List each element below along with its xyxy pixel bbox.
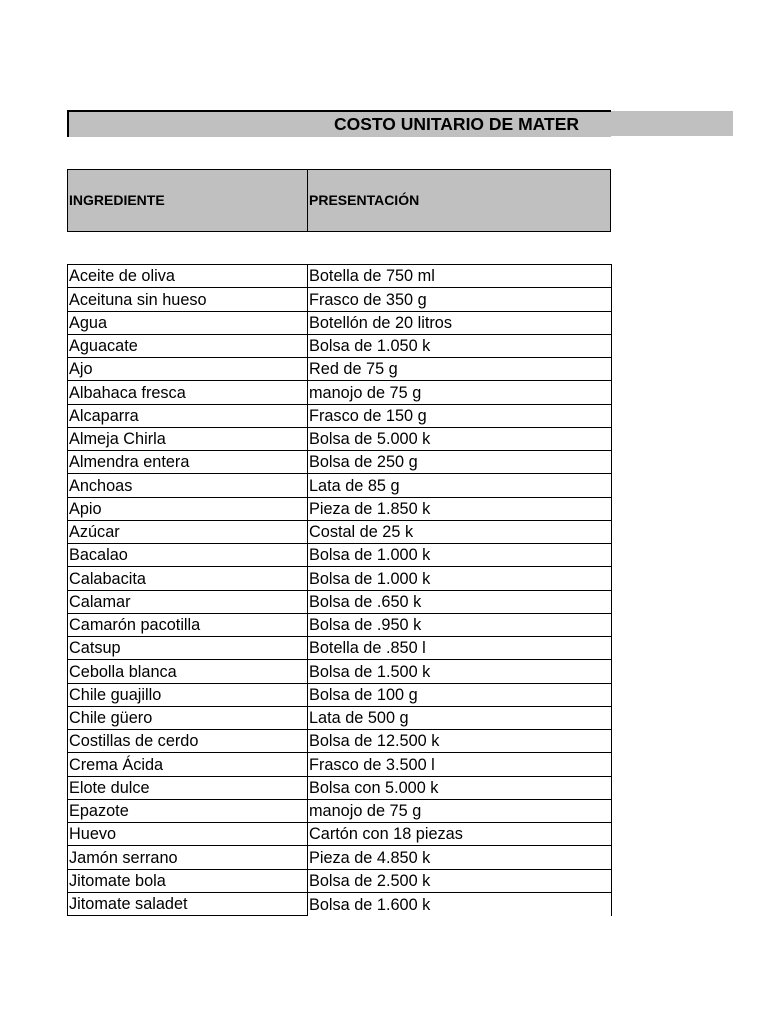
table-row (68, 497, 612, 520)
ingredient-cell: Catsup (68, 637, 308, 660)
table-row (68, 358, 612, 381)
table-row (68, 474, 612, 497)
presentation-cell: manojo de 75 g (308, 799, 612, 822)
ingredient-cell: Jitomate bola (68, 869, 308, 892)
table-row (68, 823, 612, 846)
presentation-cell: Bolsa de 250 g (308, 451, 612, 474)
table-row (68, 799, 612, 822)
presentation-cell: Frasco de 350 g (308, 288, 612, 311)
ingredient-cell: Albahaca fresca (68, 381, 308, 404)
ingredient-cell: Bacalao (68, 544, 308, 567)
header-presentacion: PRESENTACIÓN (309, 192, 420, 208)
ingredient-cell: Agua (68, 311, 308, 334)
table-row (68, 706, 612, 729)
table-row (68, 730, 612, 753)
ingredient-cell: Cebolla blanca (68, 660, 308, 683)
ingredient-cell: Azúcar (68, 520, 308, 543)
ingredient-cell: Epazote (68, 799, 308, 822)
table-row (68, 567, 612, 590)
ingredient-cell: Almeja Chirla (68, 427, 308, 450)
ingredient-cell: Anchoas (68, 474, 308, 497)
presentation-cell: Bolsa de .650 k (308, 590, 612, 613)
table-row (68, 637, 612, 660)
table-row (68, 753, 612, 776)
presentation-cell: Pieza de 4.850 k (308, 846, 612, 869)
table-row (68, 451, 612, 474)
sheet-title: COSTO UNITARIO DE MATER (334, 114, 579, 134)
presentation-cell: Bolsa de 1.000 k (308, 567, 612, 590)
presentation-cell: Bolsa de 1.000 k (308, 544, 612, 567)
table-row (68, 846, 612, 869)
ingredient-cell: Chile güero (68, 706, 308, 729)
ingredient-cell: Camarón pacotilla (68, 613, 308, 636)
ingredients-table (67, 264, 612, 916)
table-row (68, 381, 612, 404)
table-row (68, 683, 612, 706)
ingredients-table-body (68, 265, 612, 916)
table-row (68, 288, 612, 311)
presentation-cell: Red de 75 g (308, 358, 612, 381)
table-row (68, 660, 612, 683)
ingredient-cell: Chile guajillo (68, 683, 308, 706)
presentation-cell: Lata de 85 g (308, 474, 612, 497)
presentation-cell: Bolsa de 2.500 k (308, 869, 612, 892)
ingredient-cell: Jamón serrano (68, 846, 308, 869)
presentation-cell: Bolsa de 12.500 k (308, 730, 612, 753)
ingredient-cell: Costillas de cerdo (68, 730, 308, 753)
ingredient-cell: Almendra entera (68, 451, 308, 474)
presentation-cell: Frasco de 3.500 l (308, 753, 612, 776)
table-row (68, 334, 612, 357)
header-ingrediente: INGREDIENTE (68, 170, 308, 231)
table-header (67, 169, 611, 232)
presentation-cell: Botellón de 20 litros (308, 311, 612, 334)
ingredient-cell: Calabacita (68, 567, 308, 590)
presentation-cell: Costal de 25 k (308, 520, 612, 543)
presentation-cell: manojo de 75 g (308, 381, 612, 404)
table-row (68, 544, 612, 567)
table-row (68, 520, 612, 543)
title-bar-extension (611, 111, 733, 136)
table-row (68, 613, 612, 636)
presentation-cell: Frasco de 150 g (308, 404, 612, 427)
ingredient-cell: Ajo (68, 358, 308, 381)
table-row (68, 892, 612, 915)
table-row (68, 404, 612, 427)
ingredient-cell: Elote dulce (68, 776, 308, 799)
presentation-cell: Bolsa de 1.600 k (308, 892, 612, 915)
presentation-cell: Bolsa de 1.500 k (308, 660, 612, 683)
table-row (68, 590, 612, 613)
ingredient-cell: Alcaparra (68, 404, 308, 427)
presentation-cell: Pieza de 1.850 k (308, 497, 612, 520)
ingredient-cell: Apio (68, 497, 308, 520)
ingredient-cell: Huevo (68, 823, 308, 846)
table-row (68, 311, 612, 334)
presentation-cell: Bolsa de 1.050 k (308, 334, 612, 357)
table-row (68, 869, 612, 892)
table-row (68, 265, 612, 288)
presentation-cell: Cartón con 18 piezas (308, 823, 612, 846)
presentation-cell: Bolsa con 5.000 k (308, 776, 612, 799)
presentation-cell: Botella de .850 l (308, 637, 612, 660)
table-row (68, 776, 612, 799)
ingredient-cell: Aceituna sin hueso (68, 288, 308, 311)
presentation-cell: Bolsa de .950 k (308, 613, 612, 636)
presentation-cell: Lata de 500 g (308, 706, 612, 729)
ingredient-cell: Aceite de oliva (68, 265, 308, 288)
presentation-cell: Bolsa de 5.000 k (308, 427, 612, 450)
ingredient-cell: Jitomate saladet (68, 892, 308, 915)
ingredient-cell: Calamar (68, 590, 308, 613)
table-row (68, 427, 612, 450)
presentation-cell: Botella de 750 ml (308, 265, 612, 288)
presentation-cell: Bolsa de 100 g (308, 683, 612, 706)
ingredient-cell: Crema Ácida (68, 753, 308, 776)
ingredient-cell: Aguacate (68, 334, 308, 357)
